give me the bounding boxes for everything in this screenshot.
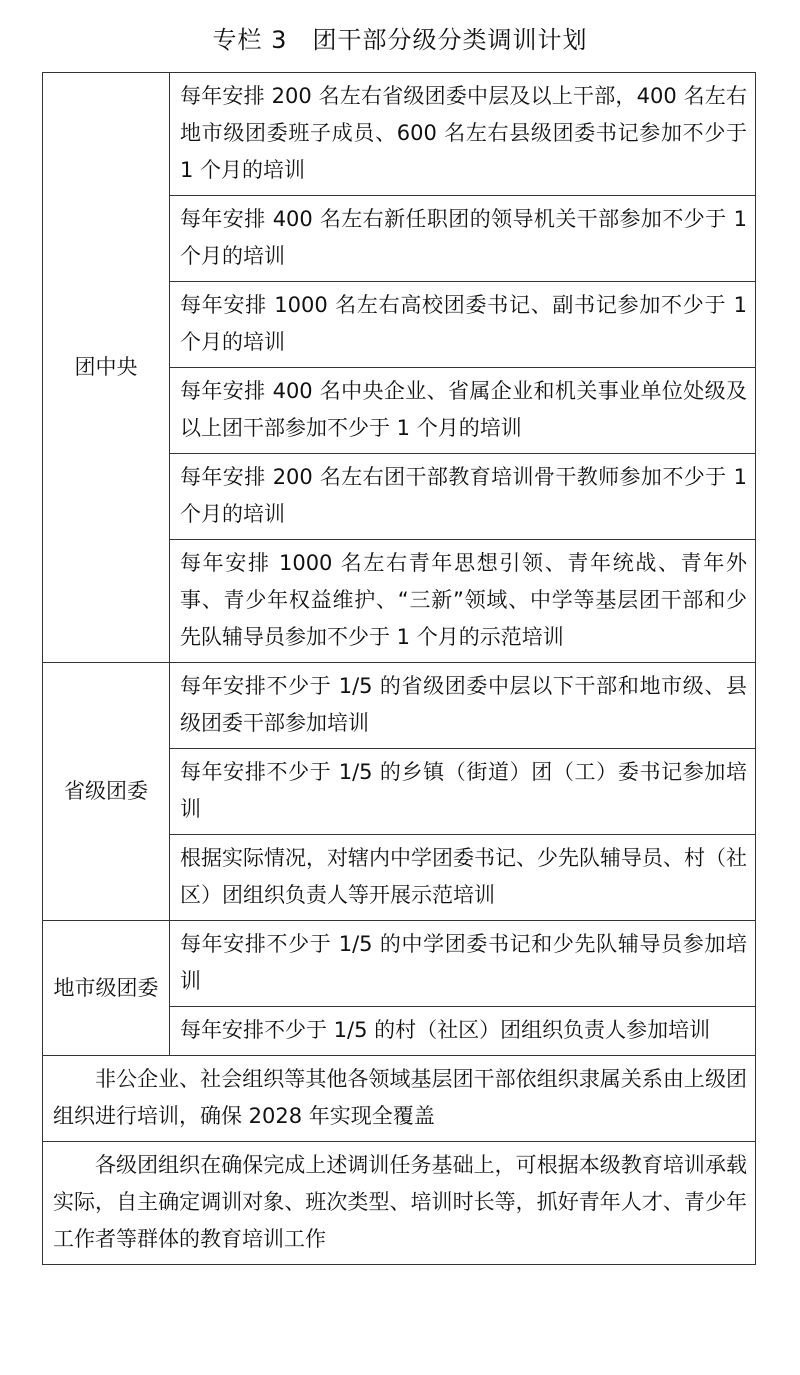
plan-item: 每年安排 200 名左右省级团委中层及以上干部，400 名左右地市级团委班子成员、600 名左右县级团委书记参加不少于 1 个月的培训 <box>170 73 756 196</box>
table-row <box>43 921 756 1007</box>
training-plan-table <box>42 72 756 1265</box>
plan-item: 每年安排不少于 1/5 的乡镇（街道）团（工）委书记参加培训 <box>170 749 756 835</box>
plan-item: 每年安排 400 名中央企业、省属企业和机关事业单位处级及以上团干部参加不少于 1 个月的培训 <box>170 368 756 454</box>
table-row <box>43 73 756 196</box>
plan-item: 每年安排 400 名左右新任职团的领导机关干部参加不少于 1 个月的培训 <box>170 196 756 282</box>
table-row <box>43 663 756 749</box>
plan-item: 每年安排 1000 名左右青年思想引领、青年统战、青年外事、青少年权益维护、“三新”领域、中学等基层团干部和少先队辅导员参加不少于 1 个月的示范培训 <box>170 540 756 663</box>
plan-item: 根据实际情况，对辖内中学团委书记、少先队辅导员、村（社区）团组织负责人等开展示范培训 <box>170 835 756 921</box>
note-paragraph: 非公企业、社会组织等其他各领域基层团干部依组织隶属关系由上级团组织进行培训，确保 2028 年实现全覆盖 <box>43 1056 756 1142</box>
note-paragraph: 各级团组织在确保完成上述调训任务基础上，可根据本级教育培训承载实际，自主确定调训对象、班次类型、培训时长等，抓好青年人才、青少年工作者等群体的教育培训工作 <box>43 1142 756 1265</box>
plan-item: 每年安排 1000 名左右高校团委书记、副书记参加不少于 1 个月的培训 <box>170 282 756 368</box>
group-label-central: 团中央 <box>43 73 170 663</box>
plan-item: 每年安排不少于 1/5 的省级团委中层以下干部和地市级、县级团委干部参加培训 <box>170 663 756 749</box>
group-label-municipal: 地市级团委 <box>43 921 170 1056</box>
group-label-provincial: 省级团委 <box>43 663 170 921</box>
table-row <box>43 1142 756 1265</box>
plan-item: 每年安排不少于 1/5 的中学团委书记和少先队辅导员参加培训 <box>170 921 756 1007</box>
plan-item: 每年安排不少于 1/5 的村（社区）团组织负责人参加培训 <box>170 1007 756 1056</box>
plan-item: 每年安排 200 名左右团干部教育培训骨干教师参加不少于 1 个月的培训 <box>170 454 756 540</box>
table-caption: 专栏 3 团干部分级分类调训计划 <box>212 26 588 54</box>
table-row <box>43 1056 756 1142</box>
